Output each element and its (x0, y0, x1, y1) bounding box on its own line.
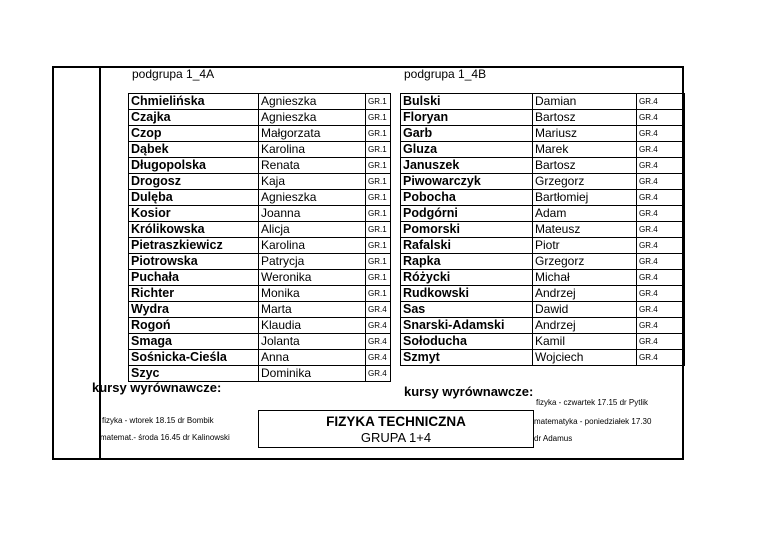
physics-course-right: fizyka - czwartek 17.15 dr Pytlik (536, 398, 649, 407)
table-row (129, 270, 391, 286)
firstname-cell: Mateusz (533, 222, 637, 238)
surname-cell: Dąbek (129, 142, 259, 158)
table-row (129, 126, 391, 142)
group-cell: GR.1 (366, 174, 391, 190)
table-row (129, 142, 391, 158)
math-course-right-teacher: dr Adamus (534, 434, 573, 443)
group-cell: GR.4 (637, 238, 685, 254)
table-row (401, 94, 685, 110)
table-row (401, 142, 685, 158)
group-cell: GR.4 (637, 110, 685, 126)
firstname-cell: Agnieszka (259, 94, 366, 110)
firstname-cell: Agnieszka (259, 110, 366, 126)
table-row (129, 334, 391, 350)
group-cell: GR.4 (637, 142, 685, 158)
remedial-courses-label-right: kursy wyrównawcze: (404, 384, 534, 399)
surname-cell: Snarski-Adamski (401, 318, 533, 334)
table-row (401, 190, 685, 206)
surname-cell: Garb (401, 126, 533, 142)
surname-cell: Sośnicka-Cieśla (129, 350, 259, 366)
group-cell: GR.4 (637, 206, 685, 222)
group-cell: GR.1 (366, 110, 391, 126)
surname-cell: Podgórni (401, 206, 533, 222)
surname-cell: Drogosz (129, 174, 259, 190)
table-row (401, 318, 685, 334)
firstname-cell: Klaudia (259, 318, 366, 334)
surname-cell: Wydra (129, 302, 259, 318)
surname-cell: Szmyt (401, 350, 533, 366)
table-row (401, 238, 685, 254)
firstname-cell: Weronika (259, 270, 366, 286)
math-course-right: matematyka - poniedziałek 17.30 (534, 417, 652, 426)
firstname-cell: Joanna (259, 206, 366, 222)
surname-cell: Pobocha (401, 190, 533, 206)
surname-cell: Królikowska (129, 222, 259, 238)
table-row (129, 206, 391, 222)
surname-cell: Pomorski (401, 222, 533, 238)
firstname-cell: Małgorzata (259, 126, 366, 142)
firstname-cell: Agnieszka (259, 190, 366, 206)
surname-cell: Sołoducha (401, 334, 533, 350)
surname-cell: Czajka (129, 110, 259, 126)
group-cell: GR.4 (637, 318, 685, 334)
firstname-cell: Mariusz (533, 126, 637, 142)
firstname-cell: Kamil (533, 334, 637, 350)
firstname-cell: Jolanta (259, 334, 366, 350)
surname-cell: Rafalski (401, 238, 533, 254)
table-row (401, 350, 685, 366)
group-cell: GR.4 (366, 318, 391, 334)
firstname-cell: Renata (259, 158, 366, 174)
group-cell: GR.4 (637, 190, 685, 206)
group-cell: GR.4 (366, 334, 391, 350)
group-cell: GR.1 (366, 190, 391, 206)
group-cell: GR.4 (637, 270, 685, 286)
group-cell: GR.1 (366, 254, 391, 270)
group-cell: GR.1 (366, 270, 391, 286)
surname-cell: Puchała (129, 270, 259, 286)
group-cell: GR.4 (637, 254, 685, 270)
group-cell: GR.4 (366, 302, 391, 318)
surname-cell: Januszek (401, 158, 533, 174)
group-b-table (400, 93, 685, 366)
table-row (129, 254, 391, 270)
group-cell: GR.4 (637, 126, 685, 142)
group-cell: GR.4 (637, 286, 685, 302)
group-cell: GR.1 (366, 286, 391, 302)
table-row (129, 222, 391, 238)
firstname-cell: Dominika (259, 366, 366, 382)
surname-cell: Długopolska (129, 158, 259, 174)
table-row (129, 350, 391, 366)
surname-cell: Gluza (401, 142, 533, 158)
table-row (129, 110, 391, 126)
surname-cell: Dulęba (129, 190, 259, 206)
surname-cell: Richter (129, 286, 259, 302)
group-cell: GR.1 (366, 142, 391, 158)
group-cell: GR.1 (366, 222, 391, 238)
surname-cell: Kosior (129, 206, 259, 222)
table-row (129, 238, 391, 254)
table-row (129, 318, 391, 334)
remedial-courses-label-left: kursy wyrównawcze: (92, 380, 222, 395)
surname-cell: Rogoń (129, 318, 259, 334)
math-course-left: matemat.- środa 16.45 dr Kalinowski (100, 433, 230, 442)
firstname-cell: Adam (533, 206, 637, 222)
table-row (401, 286, 685, 302)
table-row (401, 158, 685, 174)
group-b-header: podgrupa 1_4B (404, 67, 487, 81)
group-cell: GR.4 (366, 350, 391, 366)
table-row (129, 174, 391, 190)
table-row (401, 174, 685, 190)
surname-cell: Szyc (129, 366, 259, 382)
firstname-cell: Anna (259, 350, 366, 366)
group-cell: GR.4 (637, 334, 685, 350)
table-row (129, 286, 391, 302)
table-row (401, 270, 685, 286)
course-subtitle: GRUPA 1+4 (360, 430, 432, 445)
group-a-header: podgrupa 1_4A (132, 67, 215, 81)
firstname-cell: Wojciech (533, 350, 637, 366)
firstname-cell: Andrzej (533, 286, 637, 302)
group-cell: GR.1 (366, 206, 391, 222)
margin-line (99, 66, 101, 460)
surname-cell: Piotrowska (129, 254, 259, 270)
group-cell: GR.4 (637, 174, 685, 190)
surname-cell: Rudkowski (401, 286, 533, 302)
table-row (401, 110, 685, 126)
group-a-table (128, 93, 391, 382)
surname-cell: Sas (401, 302, 533, 318)
firstname-cell: Bartosz (533, 158, 637, 174)
physics-course-left: fizyka - wtorek 18.15 dr Bombik (102, 416, 214, 425)
table-row (401, 302, 685, 318)
group-cell: GR.4 (637, 222, 685, 238)
table-row (129, 302, 391, 318)
firstname-cell: Bartłomiej (533, 190, 637, 206)
firstname-cell: Michał (533, 270, 637, 286)
table-row (401, 334, 685, 350)
firstname-cell: Alicja (259, 222, 366, 238)
firstname-cell: Grzegorz (533, 174, 637, 190)
table-row (129, 94, 391, 110)
firstname-cell: Dawid (533, 302, 637, 318)
group-cell: GR.1 (366, 238, 391, 254)
table-row (129, 190, 391, 206)
surname-cell: Smaga (129, 334, 259, 350)
table-row (401, 126, 685, 142)
group-cell: GR.1 (366, 158, 391, 174)
surname-cell: Rapka (401, 254, 533, 270)
firstname-cell: Marta (259, 302, 366, 318)
firstname-cell: Marek (533, 142, 637, 158)
firstname-cell: Kaja (259, 174, 366, 190)
firstname-cell: Monika (259, 286, 366, 302)
surname-cell: Bulski (401, 94, 533, 110)
group-cell: GR.4 (637, 350, 685, 366)
table-row (129, 158, 391, 174)
firstname-cell: Damian (533, 94, 637, 110)
firstname-cell: Karolina (259, 238, 366, 254)
surname-cell: Pietraszkiewicz (129, 238, 259, 254)
surname-cell: Piwowarczyk (401, 174, 533, 190)
course-title-box (258, 410, 534, 448)
group-cell: GR.4 (637, 94, 685, 110)
firstname-cell: Andrzej (533, 318, 637, 334)
group-cell: GR.4 (637, 158, 685, 174)
firstname-cell: Patrycja (259, 254, 366, 270)
firstname-cell: Grzegorz (533, 254, 637, 270)
table-row (401, 222, 685, 238)
surname-cell: Różycki (401, 270, 533, 286)
group-cell: GR.4 (637, 302, 685, 318)
group-cell: GR.1 (366, 94, 391, 110)
course-title: FIZYKA TECHNICZNA (326, 414, 466, 429)
group-cell: GR.1 (366, 126, 391, 142)
surname-cell: Chmielińska (129, 94, 259, 110)
table-row (401, 254, 685, 270)
firstname-cell: Karolina (259, 142, 366, 158)
firstname-cell: Piotr (533, 238, 637, 254)
group-cell: GR.4 (366, 366, 391, 382)
firstname-cell: Bartosz (533, 110, 637, 126)
surname-cell: Floryan (401, 110, 533, 126)
table-row (401, 206, 685, 222)
surname-cell: Czop (129, 126, 259, 142)
